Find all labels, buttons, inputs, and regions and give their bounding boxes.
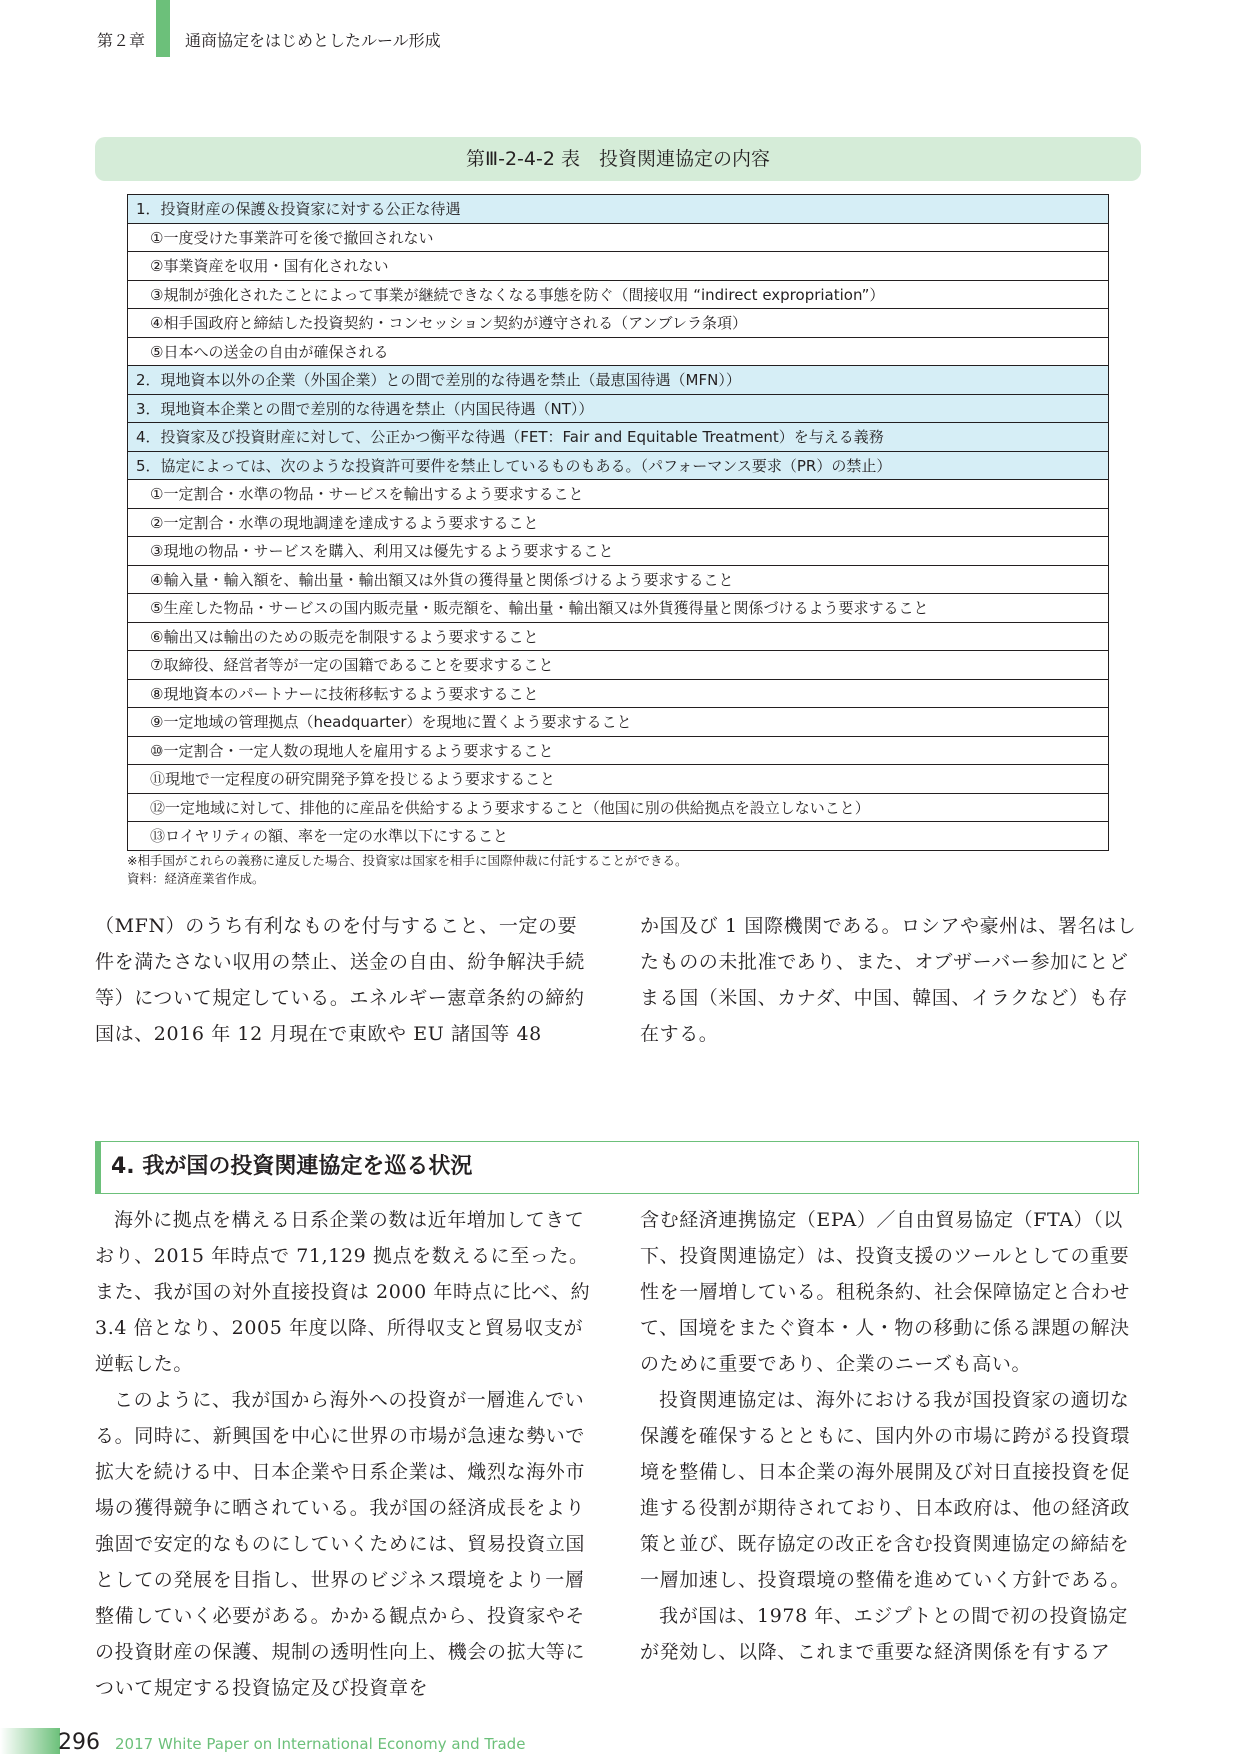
paragraph: 我が国は、1978 年、エジプトとの間で初の投資協定が発効し、以降、これまで重要な経済関係を有するア: [640, 1605, 1128, 1663]
table-item-cell: ⑪現地で一定程度の研究開発予算を投じるよう要求すること: [128, 765, 1109, 794]
table-item-cell: ⑬ロイヤリティの額、率を一定の水準以下にすること: [128, 822, 1109, 851]
section-heading: 4. 我が国の投資関連協定を巡る状況: [95, 1141, 1139, 1194]
table-item-cell: ⑩一定割合・一定人数の現地人を雇用するよう要求すること: [128, 736, 1109, 765]
table-caption: 第Ⅲ-2-4-2 表 投資関連協定の内容: [95, 137, 1141, 181]
table-item-cell: ⑤日本への送金の自由が確保される: [128, 337, 1109, 366]
section-text-left: [95, 1202, 595, 1706]
paragraph: このように、我が国から海外への投資が一層進んでいる。同時に、新興国を中心に世界の市場が急速な勢いで拡大を続ける中、日本企業や日系企業は、熾烈な海外市場の獲得競争に晒されている。我が国の経済成長をより強固で安定的なものにしていくためには、貿易投資立国としての発展を目指し、世界のビジネス環境をより一層整備していく必要がある。かかる観点から、投資家やその投資財産の保護、規制の透明性向上、機会の拡大等について規定する投資協定及び投資章を: [95, 1389, 586, 1699]
table-item-cell: ④相手国政府と締結した投資契約・コンセッション契約が遵守される（アンブレラ条項）: [128, 309, 1109, 338]
footer-accent-bar: [0, 1728, 60, 1754]
table-item-cell: ④輸入量・輸入額を、輸出量・輸出額又は外貨の獲得量と関係づけるよう要求すること: [128, 565, 1109, 594]
table-item-cell: ⑤生産した物品・サービスの国内販売量・販売額を、輸出量・輸出額又は外貨獲得量と関係づけるよう要求すること: [128, 594, 1109, 623]
table-row: [128, 423, 1109, 452]
table-row: [128, 508, 1109, 537]
paragraph: か国及び 1 国際機関である。ロシアや豪州は、署名はしたものの未批准であり、また、オブザーバー参加にとどまる国（米国、カナダ、中国、韓国、イラクなど）も存在する。: [640, 915, 1137, 1045]
table-row: [128, 366, 1109, 395]
table-item-cell: ①一度受けた事業許可を後で撤回されない: [128, 223, 1109, 252]
table-item-cell: ②事業資産を収用・国有化されない: [128, 252, 1109, 281]
table-row: [128, 537, 1109, 566]
paragraph: 海外に拠点を構える日系企業の数は近年増加してきており、2015 年時点で 71,129 拠点を数えるに至った。また、我が国の対外直接投資は 2000 年時点に比べ、約 3.4 倍となり、2005 年度以降、所得収支と貿易収支が逆転した。: [95, 1209, 591, 1375]
table-source: 資料：経済産業省作成。: [127, 871, 265, 886]
table-note: ※相手国がこれらの義務に違反した場合、投資家は国家を相手に国際仲裁に付託することができる。: [127, 853, 688, 868]
table-row: [128, 309, 1109, 338]
investment-agreement-table: [127, 194, 1109, 851]
table-row: [128, 765, 1109, 794]
table-item-cell: ⑦取締役、経営者等が一定の国籍であることを要求すること: [128, 651, 1109, 680]
table-row: [128, 195, 1109, 224]
table-row: [128, 337, 1109, 366]
table-row: [128, 793, 1109, 822]
page-header: [0, 0, 1241, 80]
table-item-cell: ①一定割合・水準の物品・サービスを輸出するよう要求すること: [128, 480, 1109, 509]
table-category-cell: 2．現地資本以外の企業（外国企業）との間で差別的な待遇を禁止（最恵国待遇（MFN））: [128, 366, 1109, 395]
table-item-cell: ③規制が強化されたことによって事業が継続できなくなる事態を防ぐ（間接収用 “indirect expropriation”）: [128, 280, 1109, 309]
table-row: [128, 480, 1109, 509]
paragraph: （MFN）のうち有利なものを付与すること、一定の要件を満たさない収用の禁止、送金の自由、紛争解決手続等）について規定している。エネルギー憲章条約の締約国は、2016 年 12 月現在で東欧や EU 諸国等 48: [95, 915, 586, 1045]
table-category-cell: 4．投資家及び投資財産に対して、公正かつ衡平な待遇（FET：Fair and Equitable Treatment）を与える義務: [128, 423, 1109, 452]
table-category-cell: 1．投資財産の保護＆投資家に対する公正な待遇: [128, 195, 1109, 224]
table-row: [128, 565, 1109, 594]
paragraph: 投資関連協定は、海外における我が国投資家の適切な保護を確保するとともに、国内外の市場に跨がる投資環境を整備し、日本企業の海外展開及び対日直接投資を促進する役割が期待されており、日本政府は、他の経済政策と並び、既存協定の改正を含む投資関連協定の締結を一層加速し、投資環境の整備を進めていく方針である。: [640, 1389, 1131, 1591]
table-item-cell: ②一定割合・水準の現地調達を達成するよう要求すること: [128, 508, 1109, 537]
table-row: [128, 280, 1109, 309]
chapter-label: 第２章: [97, 31, 146, 50]
chapter-title: 通商協定をはじめとしたルール形成: [185, 31, 441, 50]
table-row: [128, 736, 1109, 765]
table-item-cell: ⑥輸出又は輸出のための販売を制限するよう要求すること: [128, 622, 1109, 651]
table-row: [128, 394, 1109, 423]
table-row: [128, 822, 1109, 851]
table-row: [128, 708, 1109, 737]
table-item-cell: ③現地の物品・サービスを購入、利用又は優先するよう要求すること: [128, 537, 1109, 566]
table-row: [128, 252, 1109, 281]
table-item-cell: ⑨一定地域の管理拠点（headquarter）を現地に置くよう要求すること: [128, 708, 1109, 737]
table-category-cell: 3．現地資本企業との間で差別的な待遇を禁止（内国民待遇（NT））: [128, 394, 1109, 423]
header-accent-bar: [156, 0, 170, 57]
table-row: [128, 679, 1109, 708]
page-number: 296: [58, 1730, 100, 1755]
table-row: [128, 594, 1109, 623]
section-text-right: [640, 1202, 1140, 1670]
upper-text-right: [640, 908, 1140, 1052]
table-item-cell: ⑫一定地域に対して、排他的に産品を供給するよう要求すること（他国に別の供給拠点を設立しないこと）: [128, 793, 1109, 822]
paragraph: 含む経済連携協定（EPA）／自由貿易協定（FTA）（以下、投資関連協定）は、投資支援のツールとしての重要性を一層増している。租税条約、社会保障協定と合わせて、国境をまたぐ資本・人・物の移動に係る課題の解決のために重要であり、企業のニーズも高い。: [640, 1209, 1131, 1375]
upper-text-left: [95, 908, 595, 1052]
table-row: [128, 451, 1109, 480]
table-category-cell: 5．協定によっては、次のような投資許可要件を禁止しているものもある。（パフォーマンス要求（PR）の禁止）: [128, 451, 1109, 480]
table-row: [128, 651, 1109, 680]
table-item-cell: ⑧現地資本のパートナーに技術移転するよう要求すること: [128, 679, 1109, 708]
footer-title: 2017 White Paper on International Economy and Trade: [115, 1735, 526, 1753]
table-row: [128, 622, 1109, 651]
table-notes: [127, 852, 687, 888]
table-row: [128, 223, 1109, 252]
